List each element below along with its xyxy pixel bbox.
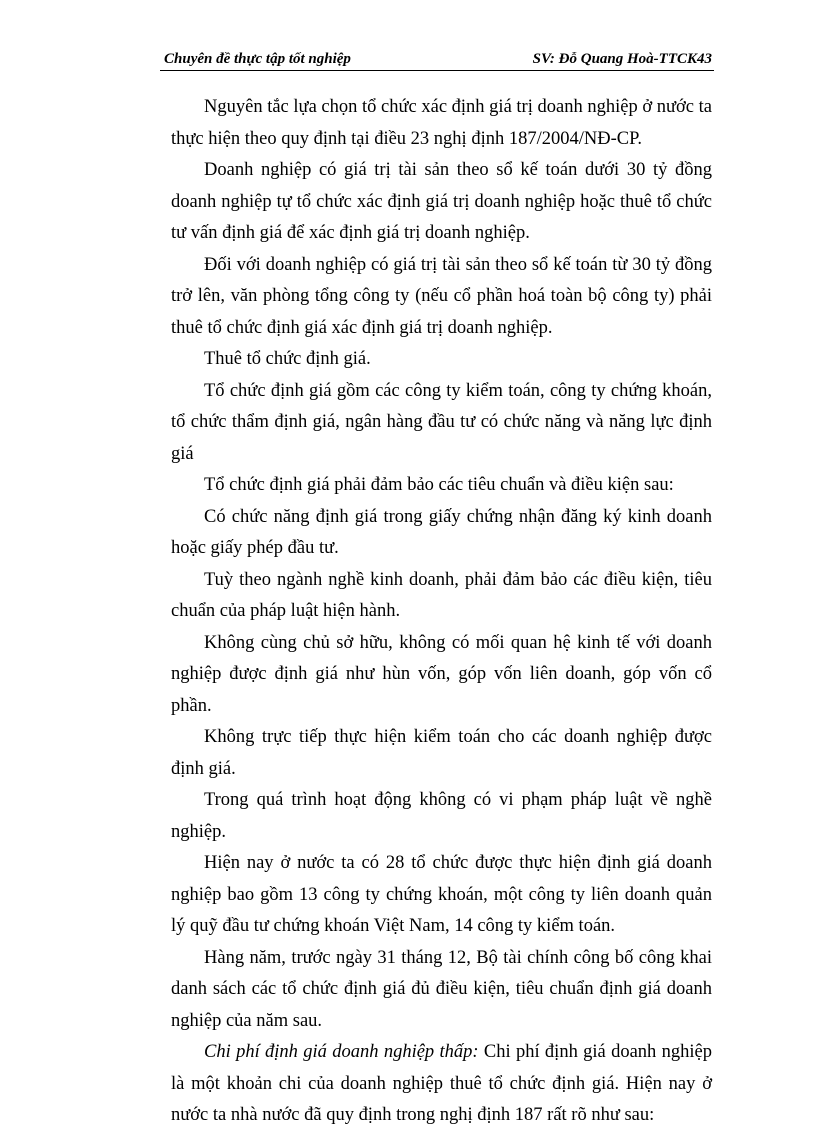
paragraph: Nguyên tắc lựa chọn tổ chức xác định giá trị doanh nghiệp ở nước ta thực hiện theo quy định tại điều 23 nghị định 187/2004/NĐ-CP. [171, 97, 712, 149]
paragraph: Không trực tiếp thực hiện kiểm toán cho các doanh nghiệp được định giá. [171, 727, 712, 779]
paragraph: Hàng năm, trước ngày 31 tháng 12, Bộ tài chính công bố công khai danh sách các tổ chức định giá đủ điều kiện, tiêu chuẩn định giá doanh nghiệp của năm sau. [171, 947, 712, 1031]
header-title: Chuyên đề thực tập tốt nghiệp [164, 51, 351, 67]
document-body [171, 92, 712, 1132]
paragraph-text: Chi phí định giá doanh nghiệp là một khoản chi của doanh nghiệp thuê tổ chức định giá. Hiện nay ở nước ta nhà nước đã quy định trong nghị định 187 rất rõ như sau: [171, 1042, 712, 1125]
paragraph: Doanh nghiệp có giá trị tài sản theo sổ kế toán dưới 30 tỷ đồng doanh nghiệp tự tổ chức xác định giá trị doanh nghiệp hoặc thuê tổ chức tư vấn định giá để xác định giá trị doanh nghiệp. [171, 160, 712, 243]
paragraph: Đối với doanh nghiệp có giá trị tài sản theo sổ kế toán từ 30 tỷ đồng trở lên, văn phòng tổng công ty (nếu cổ phần hoá toàn bộ công ty) phải thuê tổ chức định giá xác định giá trị doanh nghiệp. [171, 254, 712, 338]
paragraph: Tổ chức định giá phải đảm bảo các tiêu chuẩn và điều kiện sau: [204, 475, 674, 495]
paragraph: Trong quá trình hoạt động không có vi phạm pháp luật về nghề nghiệp. [171, 790, 712, 842]
paragraph: Tuỳ theo ngành nghề kinh doanh, phải đảm bảo các điều kiện, tiêu chuẩn của pháp luật hiện hành. [171, 569, 712, 621]
paragraph: Hiện nay ở nước ta có 28 tổ chức được thực hiện định giá doanh nghiệp bao gồm 13 công ty chứng khoán, một công ty liên doanh quản lý quỹ đầu tư chứng khoán Việt Nam, 14 công ty kiểm toán. [171, 853, 712, 936]
emphasis-lead: Chi phí định giá doanh nghiệp thấp: [204, 1042, 479, 1062]
paragraph: Tổ chức định giá gồm các công ty kiểm toán, công ty chứng khoán, tổ chức thẩm định giá, ngân hàng đầu tư có chức năng và năng lực định giá [171, 380, 712, 464]
paragraph-cost [171, 1037, 712, 1132]
paragraph: Có chức năng định giá trong giấy chứng nhận đăng ký kinh doanh hoặc giấy phép đầu tư. [171, 506, 712, 558]
paragraph: Không cùng chủ sở hữu, không có mối quan hệ kinh tế với doanh nghiệp được định giá như hùn vốn, góp vốn liên doanh, góp vốn cổ phần. [171, 632, 712, 716]
header-author: SV: Đỗ Quang Hoà-TTCK43 [532, 51, 712, 67]
paragraph: Thuê tổ chức định giá. [204, 349, 371, 369]
page-header [160, 48, 714, 71]
